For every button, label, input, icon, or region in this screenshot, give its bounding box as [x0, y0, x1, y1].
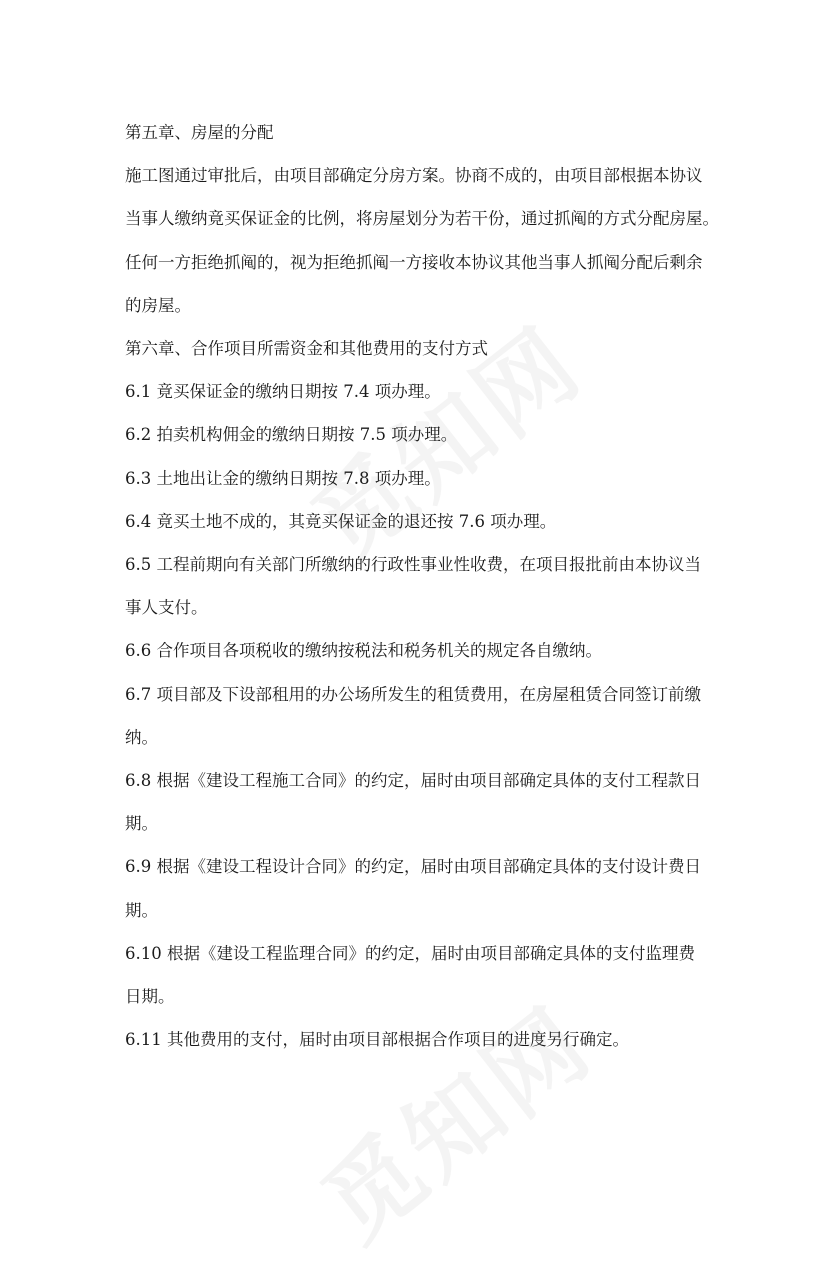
text-line: 任何一方拒绝抓阄的，视为拒绝抓阄一方接收本协议其他当事人抓阄分配后剩余	[125, 252, 703, 272]
paragraph	[125, 500, 725, 543]
paragraph	[125, 457, 725, 500]
text-line: 的房屋。	[125, 295, 191, 315]
text-line: 第五章、房屋的分配	[125, 123, 274, 142]
chapter-heading	[125, 327, 725, 370]
paragraph	[125, 759, 725, 845]
document-body	[125, 111, 725, 1061]
text-line: 事人支付。	[125, 598, 208, 618]
text-line: 6.5 工程前期向有关部门所缴纳的行政性事业性收费，在项目报批前由本协议当	[125, 555, 701, 575]
paragraph	[125, 543, 725, 629]
text-line: 6.7 项目部及下设部租用的办公场所发生的租赁费用，在房屋租赁合同签订前缴	[125, 684, 701, 704]
chapter-heading	[125, 111, 725, 154]
text-line: 6.11 其他费用的支付，届时由项目部根据合作项目的进度另行确定。	[125, 1030, 629, 1050]
text-line: 6.10 根据《建设工程监理合同》的约定，届时由项目部确定具体的支付监理费	[125, 943, 695, 963]
paragraph	[125, 673, 725, 759]
text-line: 纳。	[125, 727, 158, 747]
text-line: 施工图通过审批后，由项目部确定分房方案。协商不成的，由项目部根据本协议	[125, 166, 703, 186]
paragraph	[125, 370, 725, 413]
text-line: 6.9 根据《建设工程设计合同》的约定，届时由项目部确定具体的支付设计费日	[125, 857, 701, 877]
paragraph	[125, 932, 725, 1018]
paragraph	[125, 629, 725, 672]
text-line: 第六章、合作项目所需资金和其他费用的支付方式	[125, 339, 488, 359]
text-line: 6.4 竟买土地不成的，其竟买保证金的退还按 7.6 项办理。	[125, 511, 557, 531]
text-line: 6.2 拍卖机构佣金的缴纳日期按 7.5 项办理。	[125, 425, 458, 445]
text-line: 6.3 土地出让金的缴纳日期按 7.8 项办理。	[125, 468, 441, 488]
paragraph	[125, 413, 725, 456]
text-line: 6.8 根据《建设工程施工合同》的约定，届时由项目部确定具体的支付工程款日	[125, 771, 701, 791]
paragraph	[125, 1018, 725, 1061]
text-line: 当事人缴纳竟买保证金的比例，将房屋划分为若干份，通过抓阄的方式分配房屋。	[125, 209, 719, 229]
text-line: 期。	[125, 900, 158, 920]
text-line: 6.1 竟买保证金的缴纳日期按 7.4 项办理。	[125, 382, 441, 402]
text-line: 6.6 合作项目各项税收的缴纳按税法和税务机关的规定各自缴纳。	[125, 641, 602, 661]
text-line: 期。	[125, 814, 158, 834]
paragraph	[125, 845, 725, 931]
text-line: 日期。	[125, 987, 175, 1007]
paragraph	[125, 154, 725, 327]
